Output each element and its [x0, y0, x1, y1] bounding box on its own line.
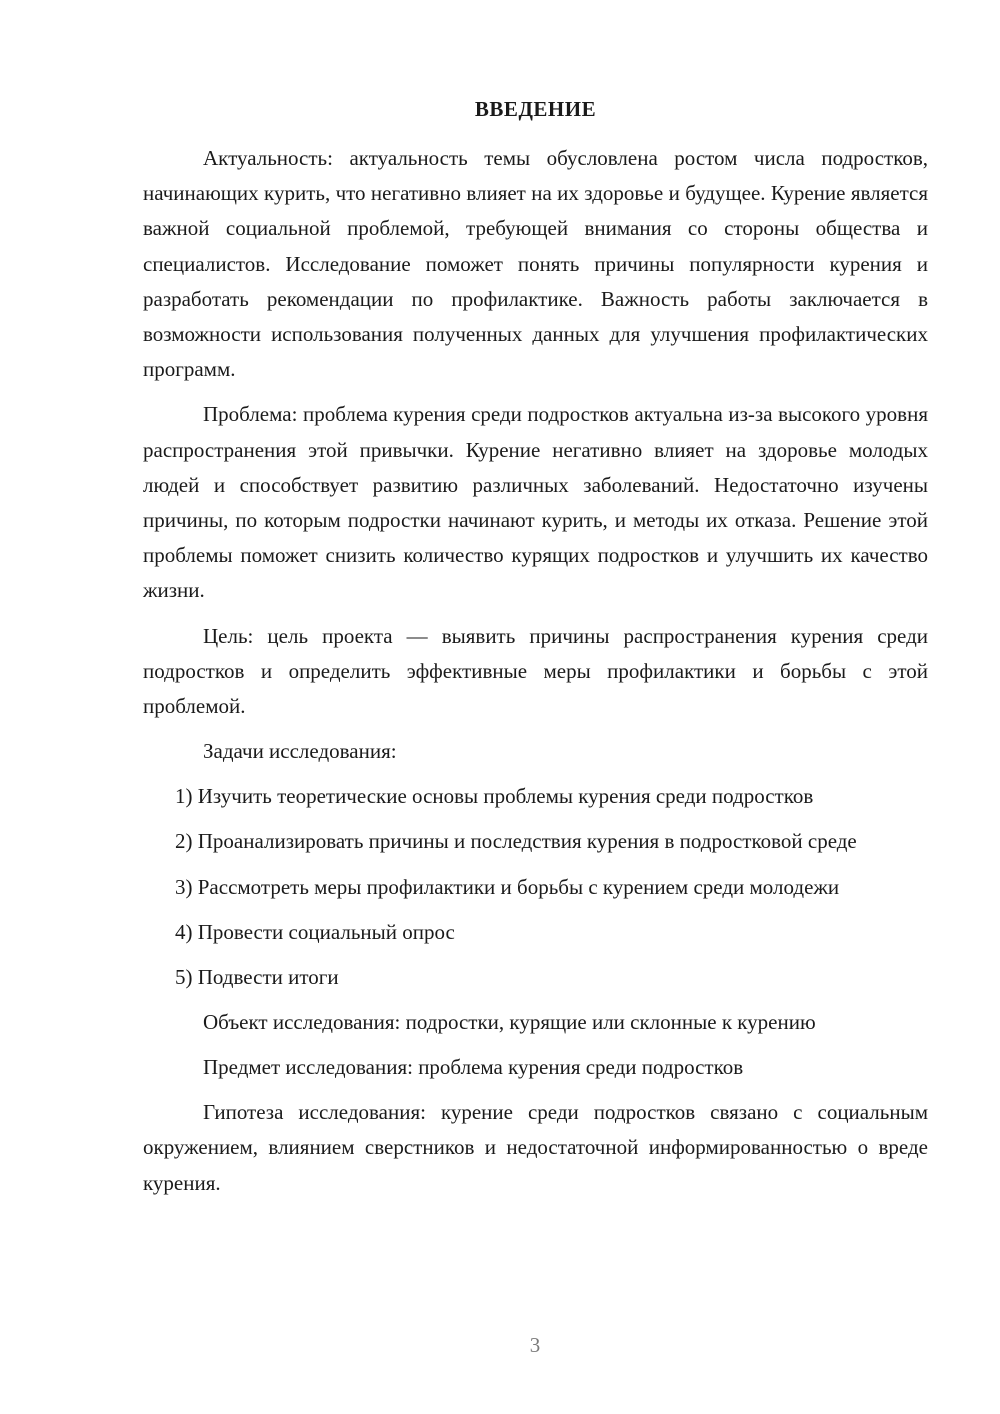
relevance-paragraph: Актуальность: актуальность темы обусловлена ростом числа подростков, начинающих курить, что негативно влияет на их здоровье и будущее. Курение является важной социальной проблемой, требующей внимания со стороны общества и специалистов. Исследование поможет понять причины популярности курения и разработать рекомендации по профилактике. Важность работы заключается в возможности использования полученных данных для улучшения профилактических программ. [143, 146, 928, 382]
section-title: ВВЕДЕНИЕ [474, 97, 597, 121]
research-subject: Предмет исследования: проблема курения среди подростков [203, 1055, 744, 1080]
task-item-3: 3) Рассмотреть меры профилактики и борьбы с курением среди молодежи [175, 874, 840, 899]
task-item-5: 5) Подвести итоги [175, 965, 339, 990]
document-page [143, 92, 928, 1211]
task-item-4: 4) Провести социальный опрос [175, 919, 455, 944]
goal-paragraph: Цель: цель проекта — выявить причины распространения курения среди подростков и определить эффективные меры профилактики и борьбы с этой проблемой. [143, 623, 928, 719]
task-item-1: 1) Изучить теоретические основы проблемы курения среди подростков [175, 784, 814, 809]
tasks-heading: Задачи исследования: [203, 739, 397, 764]
research-hypothesis: Гипотеза исследования: курение среди подростков связано с социальным окружением, влиянием сверстников и недостаточной информированностью о вреде курения. [143, 1100, 928, 1195]
task-item-2: 2) Проанализировать причины и последствия курения в подростковой среде [175, 829, 857, 854]
research-object: Объект исследования: подростки, курящие или склонные к курению [203, 1010, 816, 1035]
page-number: 3 [529, 1333, 541, 1357]
problem-paragraph: Проблема: проблема курения среди подростков актуальна из-за высокого уровня распространения этой привычки. Курение негативно влияет на здоровье молодых людей и способствует развитию различных заболеваний. Недостаточно изучены причины, по которым подростки начинают курить, и методы их отказа. Решение этой проблемы поможет снизить количество курящих подростков и улучшить их качество жизни. [143, 402, 928, 603]
